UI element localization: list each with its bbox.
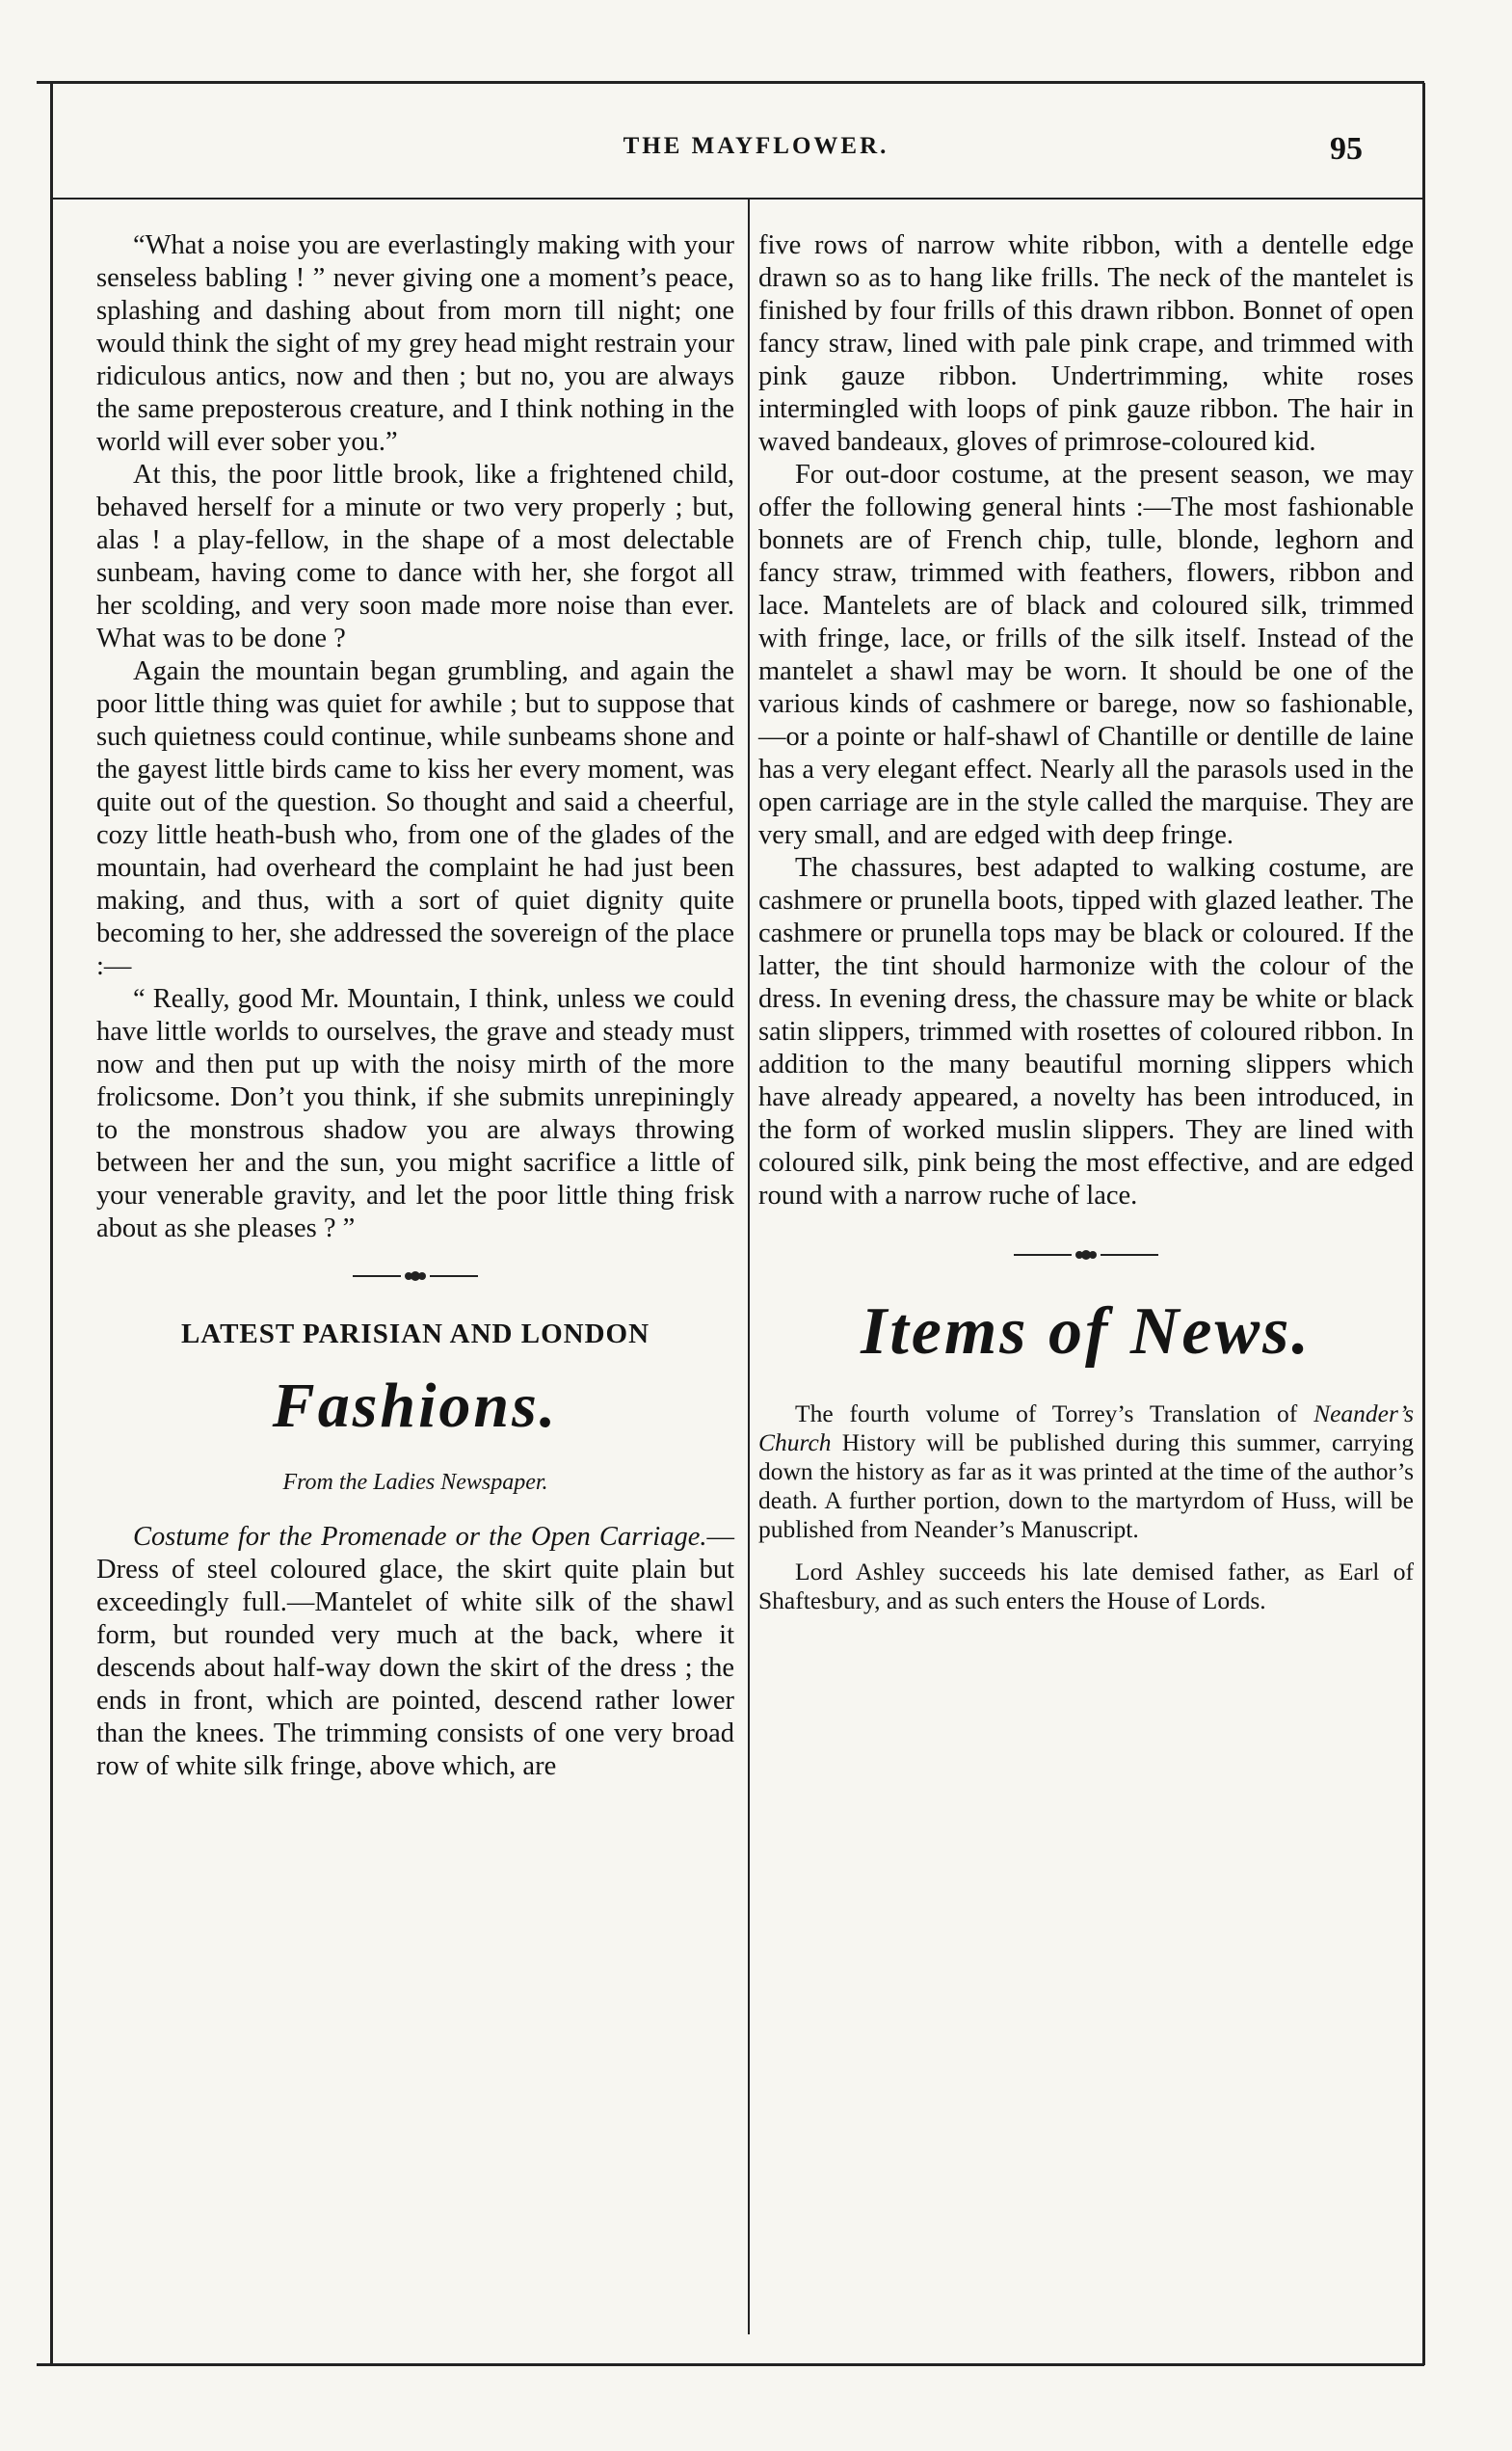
news-item-1-post: History will be published during this summer, carrying down the history as far as it was printed at the time of the author’s death. A further portion, down to the martyrdom of Huss, will be published from Neander’s Manuscript. [758, 1428, 1414, 1543]
fashion-lead-text: —Dress of steel coloured glace, the skirt quite plain but exceedingly full.—Mantelet of white silk of the shawl form, but rounded very much at the back, where it descends about half-way down the skirt of the dress ; the ends in front, which are pointed, descend rather lower than the knees. The trimming consists of one very broad row of white silk fringe, above which, are [96, 1522, 734, 1781]
top-border-rule [37, 81, 1424, 84]
left-border-rule [50, 83, 53, 2365]
fashion-paragraph-3: For out-door costume, at the present season, we may offer the following general hints :—The most fashionable bonnets are of French chip, tulle, blonde, leghorn and fancy straw, trimmed with feathers, flowers, ribbon and lace. Mantelets are of black and coloured silk, trimmed with fringe, lace, or frills of the silk itself. Instead of the mantelet a shawl may be worn. It should be one of the various kinds of cashmere or barege, now so fashionable,—or a pointe or half-shawl of Chantille or dentille de laine has a very elegant effect. Nearly all the parasols used in the open carriage are in the style called the marquise. They are very small, and are edged with deep fringe. [758, 460, 1414, 850]
fashion-paragraph-1 [96, 1521, 734, 1783]
news-item-1 [758, 1399, 1414, 1544]
news-divider-ornament [758, 1247, 1414, 1266]
news-section-title: Items of News. [861, 1294, 1312, 1369]
story-paragraph-3: Again the mountain began grumbling, and again the poor little thing was quiet for awhile ; but to suppose that such quietness could continue, while sunbeams shone and the gayest little birds came to kiss her every moment, was quite out of the question. So thought and said a cheerful, cozy little heath-bush who, from one of the glades of the mountain, had overheard the complaint he had just been making, and thus, with a sort of quiet dignity quite becoming to her, she addressed the sovereign of the place :— [96, 656, 734, 981]
story-paragraph-1: “What a noise you are everlastingly making with your senseless babling ! ” never giving one a moment’s peace, splashing and dashing about from morn till night; one would think the sight of my grey head might restrain your ridiculous antics, now and then ; but no, you are always the same preposterous creature, and I think nothing in the world will ever sober you.” [96, 230, 734, 457]
header-underline-rule [50, 198, 1424, 200]
right-column [758, 229, 1414, 1615]
fashion-paragraph-2: five rows of narrow white ribbon, with a dentelle edge drawn so as to hang like frills. The neck of the mantelet is finished by four frills of this drawn ribbon. Bonnet of open fancy straw, lined with pale pink crape, and trimmed with pink gauze ribbon. Undertrimming, white roses intermingled with loops of pink gauze ribbon. The hair in waved bandeaux, gloves of primrose-coloured kid. [758, 230, 1414, 457]
fashion-section-heading: LATEST PARISIAN AND LONDON [180, 1319, 650, 1349]
page-number: 95 [1330, 131, 1363, 167]
column-divider-rule [748, 200, 750, 2334]
fashion-section-title: Fashions. [272, 1371, 559, 1441]
news-item-1-pre: The fourth volume of Torrey’s Translation of [795, 1399, 1314, 1427]
right-border-rule [1422, 83, 1425, 2365]
story-paragraph-2: At this, the poor little brook, like a frightened child, behaved herself for a minute or two very properly ; but, alas ! a play-fellow, in the shape of a most delectable sunbeam, having come to dance with her, she forgot all her scolding, and very soon made more noise than ever. What was to be done ? [96, 460, 734, 653]
running-header-title: THE MAYFLOWER. [623, 133, 889, 159]
fashion-paragraph-4: The chassures, best adapted to walking costume, are cashmere or prunella boots, tipped with glazed leather. The cashmere or prunella tops may be black or coloured. If the latter, the tint should harmonize with the colour of the dress. In evening dress, the chassure may be white or black satin slippers, trimmed with rosettes of coloured ribbon. In addition to the many beautiful morning slippers which have already appeared, a novelty has been introduced, in the form of worked muslin slippers. They are lined with coloured silk, pink being the most effective, and are edged round with a narrow ruche of lace. [758, 853, 1414, 1211]
news-item-1-italic: Neander’s Church [758, 1399, 1414, 1456]
fashion-attribution: From the Ladies Newspaper. [282, 1470, 548, 1495]
section-divider-ornament [96, 1268, 734, 1288]
fashion-lead-italic: Costume for the Promenade or the Open Carriage. [133, 1522, 707, 1552]
bottom-border-rule [37, 2363, 1424, 2366]
left-column [96, 229, 734, 1783]
news-item-2: Lord Ashley succeeds his late demised father, as Earl of Shaftesbury, and as such enters the House of Lords. [758, 1558, 1414, 1614]
story-paragraph-4: “ Really, good Mr. Mountain, I think, unless we could have little worlds to ourselves, the grave and steady must now and then put up with the noisy mirth of the more frolicsome. Don’t you think, if she submits unrepiningly to the monstrous shadow you are always throwing between her and the sun, you might sacrifice a little of your venerable gravity, and let the poor little thing frisk about as she pleases ? ” [96, 984, 734, 1243]
